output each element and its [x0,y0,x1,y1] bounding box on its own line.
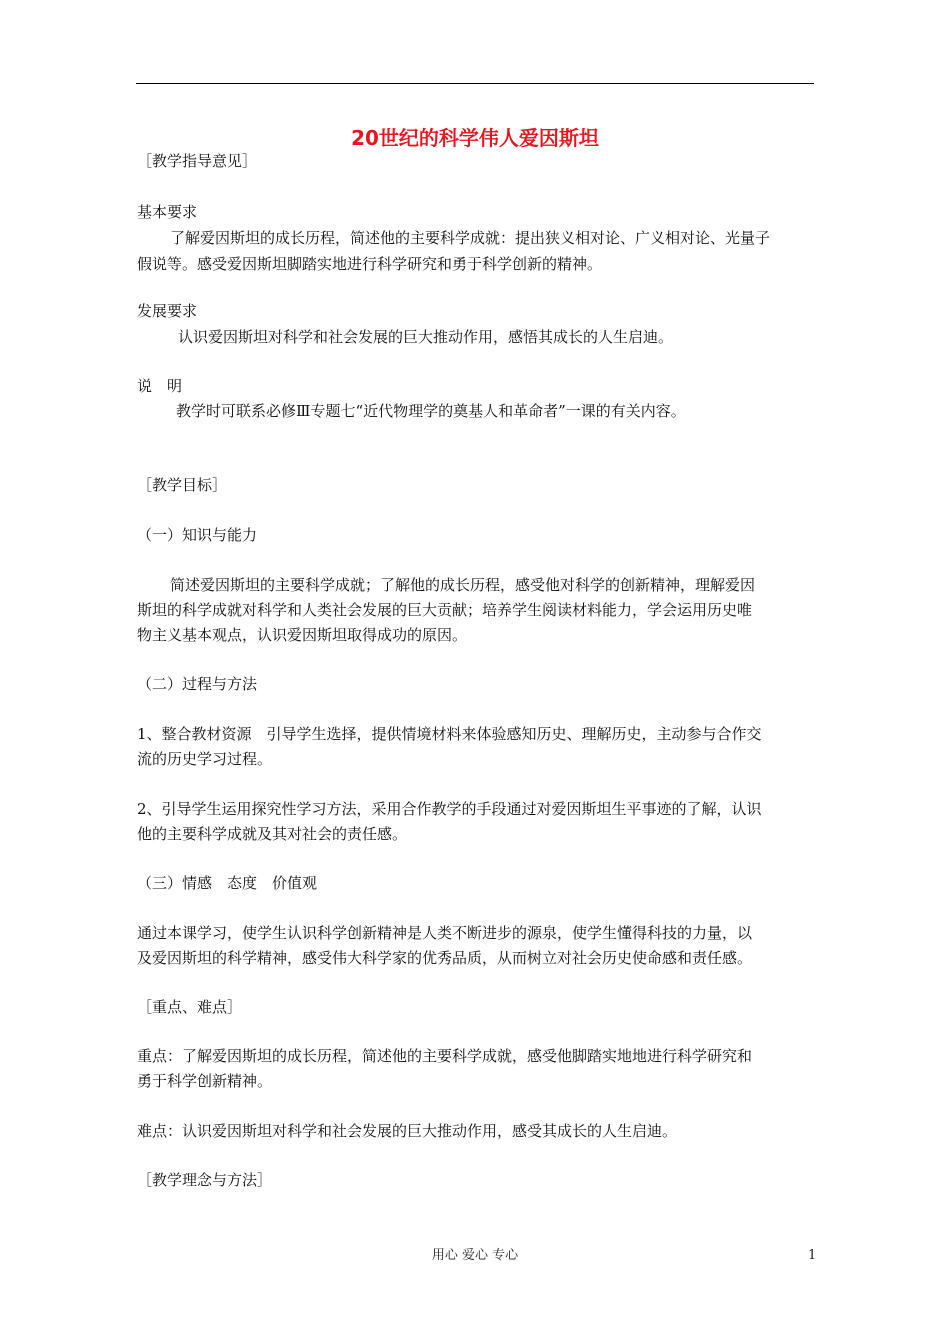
paragraph-line: 流的历史学习过程。 [137,750,273,768]
page-number: 1 [808,1248,817,1263]
subheading-basic: 基本要求 [137,203,198,221]
paragraph-line: 重点：了解爱因斯坦的成长历程，简述他的主要科学成就，感受他脚踏实地地进行科学研究和 [137,1047,753,1065]
section-heading-objectives: ［教学目标］ [137,476,228,494]
paragraph-line: 勇于科学创新精神。 [137,1072,273,1090]
paragraph-line: 教学时可联系必修Ⅲ专题七“近代物理学的奠基人和革命者”一课的有关内容。 [176,402,686,420]
paragraph-line: 通过本课学习，使学生认识科学创新精神是人类不断进步的源泉，使学生懂得科技的力量，以 [137,924,753,942]
page-title: 20世纪的科学伟人爱因斯坦 [351,126,599,150]
section-heading-guidance: ［教学指导意见］ [137,152,258,170]
paragraph-line: 2、引导学生运用探究性学习方法，采用合作教学的手段通过对爱因斯坦生平事迹的了解，认识 [137,800,762,818]
footer-motto: 用心 爱心 专心 [431,1248,519,1263]
paragraph-line: 及爱因斯坦的科学精神，感受伟大科学家的优秀品质，从而树立对社会历史使命感和责任感。 [137,949,753,967]
paragraph-line: 了解爱因斯坦的成长历程，简述他的主要科学成就：提出狭义相对论、广义相对论、光量子 [170,229,771,247]
subheading-knowledge: （一）知识与能力 [137,526,258,544]
section-heading-methods: ［教学理念与方法］ [137,1171,273,1189]
subheading-note: 说 明 [137,377,183,395]
paragraph-line: 1、整合教材资源 引导学生选择，提供情境材料来体验感知历史、理解历史，主动参与合作交 [137,725,762,743]
subheading-process: （二）过程与方法 [137,675,258,693]
paragraph-line: 认识爱因斯坦对科学和社会发展的巨大推动作用，感悟其成长的人生启迪。 [178,328,674,346]
paragraph-line: 难点：认识爱因斯坦对科学和社会发展的巨大推动作用，感受其成长的人生启迪。 [137,1122,678,1140]
paragraph-line: 斯坦的科学成就对科学和人类社会发展的巨大贡献；培养学生阅读材料能力，学会运用历史唯 [137,601,753,619]
paragraph-line: 假说等。感受爱因斯坦脚踏实地进行科学研究和勇于科学创新的精神。 [137,255,603,273]
subheading-values: （三）情感 态度 价值观 [137,874,318,892]
subheading-development: 发展要求 [137,302,198,320]
paragraph-line: 他的主要科学成就及其对社会的责任感。 [137,825,408,843]
paragraph-line: 简述爱因斯坦的主要科学成就；了解他的成长历程，感受他对科学的创新精神，理解爱因 [170,576,756,594]
paragraph-line: 物主义基本观点，认识爱因斯坦取得成功的原因。 [137,626,468,644]
header-rule [136,83,814,84]
section-heading-keypoints: ［重点、难点］ [137,998,243,1016]
